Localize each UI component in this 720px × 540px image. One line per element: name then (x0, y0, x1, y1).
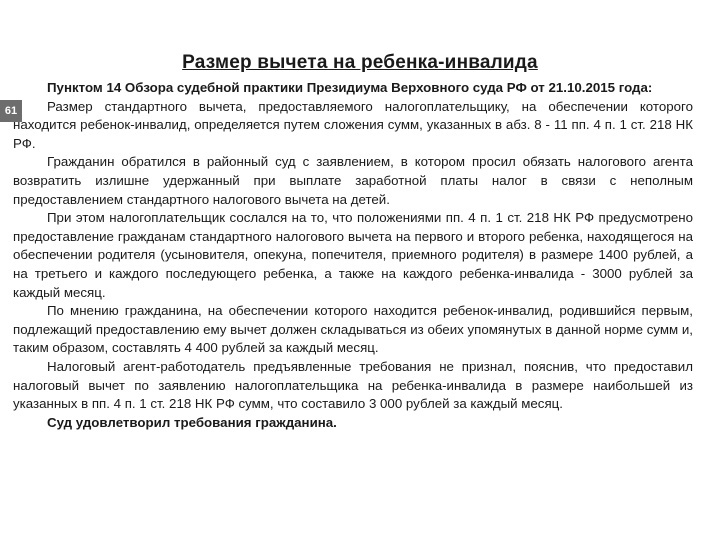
page-title: Размер вычета на ребенка-инвалида (182, 52, 538, 73)
paragraph-argument: При этом налогоплательщик сослался на то, что положениями пп. 4 п. 1 ст. 218 НК РФ предусмотрено предоставление гражданам стандартного налогового вычета на первого и второго ребенка, находящегося на обеспечении родителя (усыновителя, опекуна, попечителя, приемного родителя) в размере 1400 рублей, а на третьего и каждого последующего ребенка, а также на каждого ребенка-инвалида - 3000 рублей за каждый месяц. (13, 210, 693, 300)
paragraph-opinion: По мнению гражданина, на обеспечении которого находится ребенок-инвалид, родившийся первым, подлежащий предоставлению ему вычет должен складываться из обеих упомянутых в данной норме сумм и, таким образом, составлять 4 400 рублей за каждый месяц. (13, 303, 693, 356)
document-body (13, 79, 693, 432)
paragraph-verdict: Суд удовлетворил требования гражданина. (47, 414, 337, 430)
paragraph-intro: Пунктом 14 Обзора судебной практики Президиума Верховного суда РФ от 21.10.2015 года: (47, 80, 653, 95)
slide-number-badge: 61 (0, 100, 22, 122)
paragraph-claim: Гражданин обратился в районный суд с заявлением, в котором просил обязать налогового агента возвратить излишне удержанный при выплате заработной платы налог в связи с неполным предоставлением стандартного налогового вычета на детей. (13, 154, 693, 207)
paragraph-employer-position: Налоговый агент-работодатель предъявленные требования не признал, пояснив, что предоставил налоговый вычет по заявлению налогоплательщика на ребенка-инвалида в размере наибольшей из указанных в пп. 4 п. 1 ст. 218 НК РФ сумм, что составило 3 000 рублей за каждый месяц. (13, 358, 693, 412)
paragraph-rule: Размер стандартного вычета, предоставляемого налогоплательщику, на обеспечении которого находится ребенок-инвалид, определяется путем сложения сумм, указанных в абз. 8 - 11 пп. 4 п. 1 ст. 218 НК РФ. (13, 98, 693, 151)
